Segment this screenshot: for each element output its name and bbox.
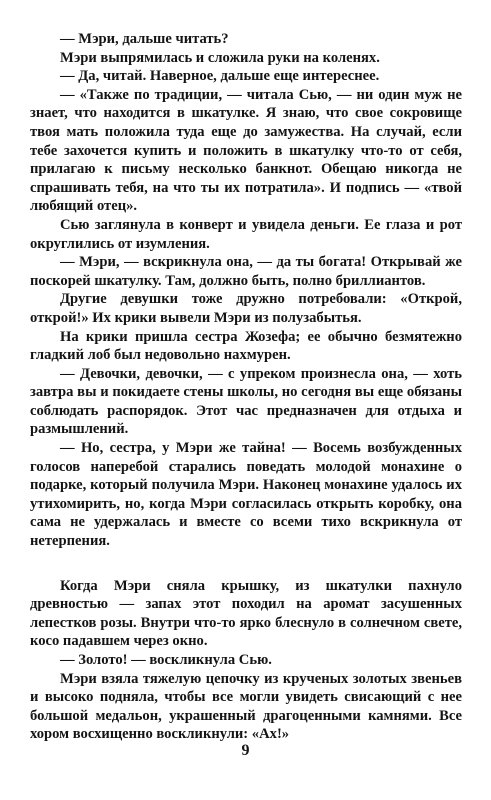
section-2 <box>30 577 462 744</box>
paragraph: Мэри взяла тяжелую цепочку из крученых золотых звеньев и высоко подняла, чтобы все могли увидеть свисающий с нее большой медальон, украшенный драгоценными камнями. Все хором восхищенно воскликнули: «Ах!» <box>30 670 462 743</box>
paragraph: — Мэри, — вскрикнула она, — да ты богата! Открывай же поскорей шкатулку. Там, должно быть, полно бриллиантов. <box>30 254 462 289</box>
paragraph: Другие девушки тоже дружно потребовали: «Открой, открой!» Их крики вывели Мэри из полузабытья. <box>30 291 462 326</box>
paragraph: — Но, сестра, у Мэри же тайна! — Восемь возбужденных голосов наперебой старались поведать молодой монахине о подарке, который получила Мэри. Наконец монахине удалось их утихомирить, но, когда Мэри согласилась открыть коробку, она сама не удержалась и вместе со всеми тихо вскрикнула от нетерпения. <box>30 440 462 550</box>
paragraph: На крики пришла сестра Жозефа; ее обычно безмятежно гладкий лоб был недовольно нахмурен. <box>30 328 462 364</box>
paragraph: — «Также по традиции, — читала Сью, — ни один муж не знает, что находится в шкатулке. Я знаю, что свое сокровище твоя мать положила туда еще до замужества. На случай, если тебе захочется купить и положить в шкатулку что-то от себя, прилагаю к письму несколько банкнот. Обещаю никогда не спрашивать тебя, на что ты их потратила». И подпись — «твой любящий отец». <box>30 86 462 215</box>
paragraph: — Да, читай. Наверное, дальше еще интереснее. <box>60 68 380 85</box>
page-number: 9 <box>241 742 250 759</box>
page-body <box>30 30 462 744</box>
section-1 <box>30 30 462 551</box>
paragraph: Когда Мэри сняла крышку, из шкатулки пахнуло древностью — запах этот походил на аромат засушенных лепестков розы. Внутри что-то ярко блеснуло в солнечном свете, косо падавшем через окно. <box>30 577 462 650</box>
section-break <box>30 551 462 577</box>
paragraph: — Девочки, девочки, — с упреком произнесла она, — хоть завтра вы и покидаете стены школы, но сегодня вы еще обязаны соблюдать распорядок. Этот час предназначен для отдыха и размышлений. <box>30 365 462 438</box>
paragraph: Мэри выпрямилась и сложила руки на коленях. <box>60 49 380 66</box>
paragraph: Сью заглянула в конверт и увидела деньги. Ее глаза и рот округлились от изумления. <box>30 216 462 252</box>
paragraph: — Мэри, дальше читать? <box>60 31 229 47</box>
paragraph: — Золото! — воскликнула Сью. <box>60 652 272 668</box>
